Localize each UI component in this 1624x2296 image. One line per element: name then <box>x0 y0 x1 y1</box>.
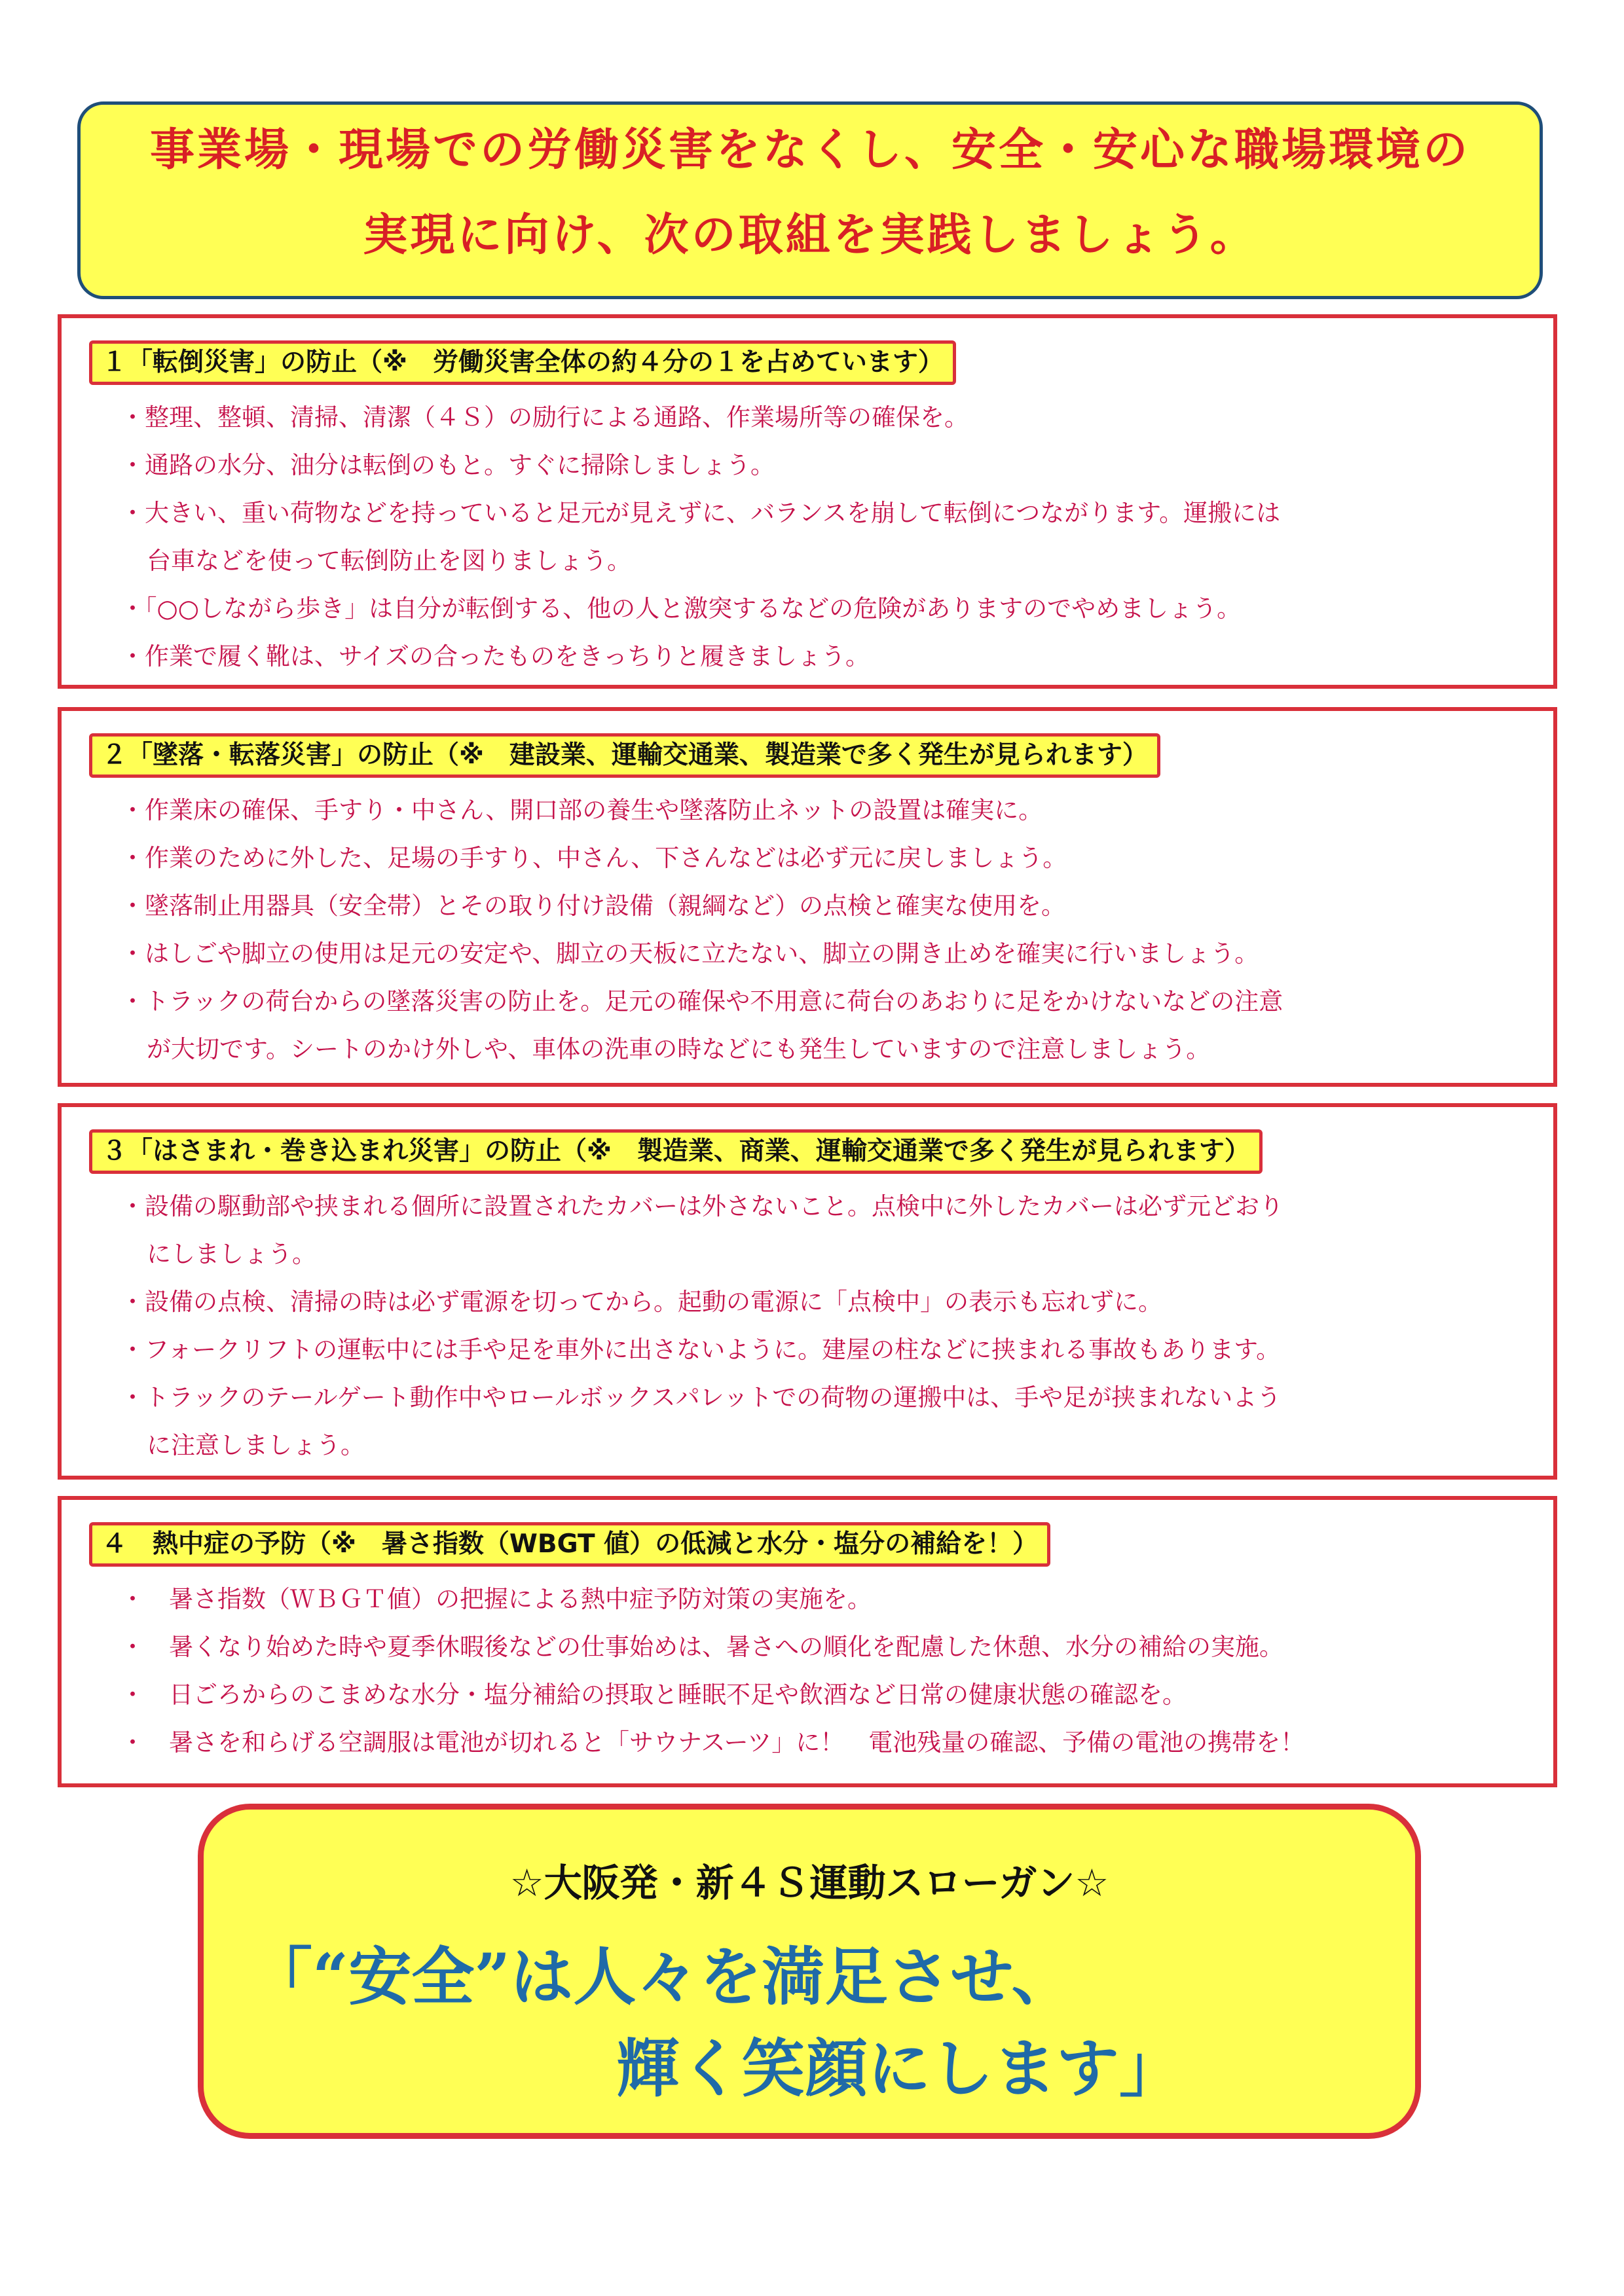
banner-line-1: 事業場・現場での労働災害をなくし、安全・安心な職場環境の <box>149 124 1470 176</box>
bullet-item-continuation: 台車などを使って転倒防止を図りましょう。 <box>147 547 631 575</box>
bullet-item: ・ 暑さを和らげる空調服は電池が切れると「サウナスーツ」に！ 電池残量の確認、予備の電池の携帯を！ <box>120 1728 1305 1757</box>
bullet-item: ・整理、整頓、清掃、清潔（４Ｓ）の励行による通路、作業場所等の確保を。 <box>120 403 969 431</box>
bullet-item: ・はしごや脚立の使用は足元の安定や、脚立の天板に立たない、脚立の開き止めを確実に行いましょう。 <box>120 939 1259 968</box>
banner-line-2: 実現に向け、次の取組を実践しましょう。 <box>363 210 1257 261</box>
bullet-item: ・トラックの荷台からの墜落災害の防止を。足元の確保や不用意に荷台のあおりに足をかけないなどの注意 <box>120 987 1283 1015</box>
bullet-item-continuation: にしましょう。 <box>147 1240 316 1268</box>
section-items <box>120 1182 1514 1469</box>
section-heatstroke-prevention <box>58 1496 1557 1787</box>
section-items <box>120 1575 1514 1766</box>
bullet-item: ・ 日ごろからのこまめな水分・塩分補給の摂取と睡眠不足や飲酒など日常の健康状態の確認を。 <box>120 1681 1187 1709</box>
bullet-item-continuation: に注意しましょう。 <box>147 1431 365 1459</box>
bullet-item: ・「○○しながら歩き」は自分が転倒する、他の人と激突するなどの危険がありますのでやめましょう。 <box>120 594 1242 623</box>
bullet-item: ・設備の点検、清掃の時は必ず電源を切ってから。起動の電源に「点検中」の表示も忘れずに。 <box>120 1288 1162 1316</box>
section-falling-from-height <box>58 707 1557 1087</box>
bullet-item: ・作業で履く靴は、サイズの合ったものをきっちりと履きましょう。 <box>120 642 870 670</box>
bullet-item: ・設備の駆動部や挟まれる個所に設置されたカバーは外さないこと。点検中に外したカバーは必ず元どおり <box>120 1192 1283 1220</box>
section-heading: ３「はさまれ・巻き込まれ災害」の防止（※ 製造業、商業、運輸交通業で多く発生が見られます） <box>89 1129 1263 1174</box>
section-items <box>120 393 1514 680</box>
bullet-item: ・フォークリフトの運転中には手や足を車外に出さないように。建屋の柱などに挟まれる事故もあります。 <box>120 1336 1281 1364</box>
bullet-item: ・大きい、重い荷物などを持っていると足元が見えずに、バランスを崩して転倒につながります。運搬には <box>120 499 1281 527</box>
slogan-box <box>198 1804 1421 2139</box>
section-heading: ４ 熱中症の予防（※ 暑さ指数（WBGT 値）の低減と水分・塩分の補給を！） <box>89 1522 1050 1567</box>
bullet-item: ・作業床の確保、手すり・中さん、開口部の養生や墜落防止ネットの設置は確実に。 <box>120 796 1043 824</box>
bullet-item: ・ 暑くなり始めた時や夏季休暇後などの仕事始めは、暑さへの順化を配慮した休憩、水分の補給の実施。 <box>120 1633 1283 1661</box>
slogan-title: ☆大阪発・新４Ｓ運動スローガン☆ <box>509 1861 1109 1905</box>
section-heading: １「転倒災害」の防止（※ 労働災害全体の約４分の１を占めています） <box>89 340 956 385</box>
bullet-item-continuation: が大切です。シートのかけ外しや、車体の洗車の時などにも発生していますので注意しましょう。 <box>147 1035 1211 1063</box>
section-caught-in-machinery <box>58 1103 1557 1480</box>
bullet-item: ・作業のために外した、足場の手すり、中さん、下さんなどは必ず元に戻しましょう。 <box>120 844 1067 872</box>
bullet-item: ・ 暑さ指数（ＷＢＧＴ値）の把握による熱中症予防対策の実施を。 <box>120 1585 872 1613</box>
section-fall-prevention <box>58 314 1557 689</box>
section-heading: ２「墜落・転落災害」の防止（※ 建設業、運輸交通業、製造業で多く発生が見られます） <box>89 733 1160 778</box>
slogan-line-2: 輝く笑顔にします」 <box>616 2032 1182 2105</box>
header-banner <box>77 101 1543 299</box>
bullet-item: ・通路の水分、油分は転倒のもと。すぐに掃除しましょう。 <box>120 451 775 479</box>
slogan-line-1: 「“安全”は人々を満足させ、 <box>249 1940 1075 2014</box>
bullet-item: ・トラックのテールゲート動作中やロールボックスパレットでの荷物の運搬中は、手や足が挟まれないよう <box>120 1383 1282 1412</box>
section-items <box>120 786 1514 1073</box>
bullet-item: ・墜落制止用器具（安全帯）とその取り付け設備（親綱など）の点検と確実な使用を。 <box>120 892 1065 920</box>
